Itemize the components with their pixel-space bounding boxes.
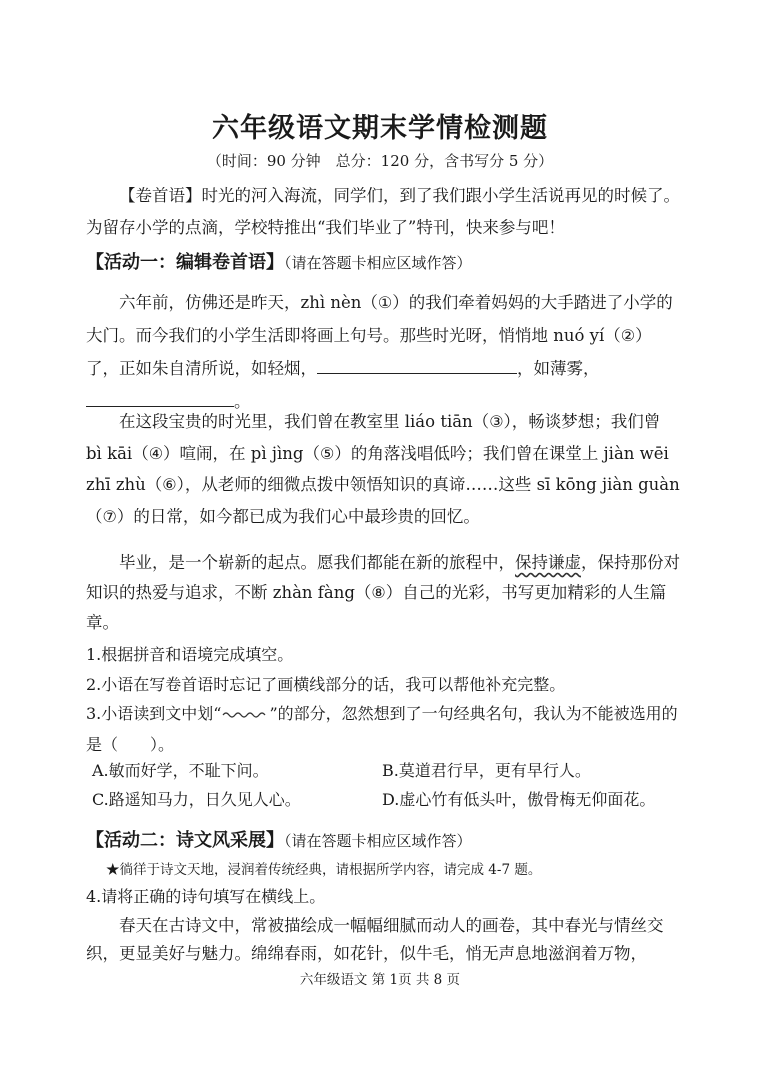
activity1-heading bbox=[86, 248, 686, 274]
blank-6-marker: ⑥ bbox=[162, 475, 177, 494]
p2-text-a: 在这段宝贵的时光里，我们曾在教室里 liáo tiān（ bbox=[119, 412, 490, 431]
p3-text-b: ，保持那份对知识的热爱与追求，不断 zhàn fàng（ bbox=[86, 553, 680, 602]
activity1-title: 【活动一：编辑卷首语】 bbox=[86, 252, 284, 273]
p2-text-e: ），从老师的细微点拨中领悟知识的真谛……这些 sī kōng jiàn guàn（ bbox=[86, 475, 680, 526]
question-1: 1.根据拼音和语境完成填空。 bbox=[86, 645, 294, 664]
blank-7-marker: ⑦ bbox=[102, 506, 117, 526]
p1-text-e: 。 bbox=[234, 392, 251, 411]
wavy-line-symbol bbox=[221, 710, 269, 720]
preface-label: 【卷首语】 bbox=[119, 186, 202, 205]
q3-text-b: ”的部分，忽然想到了一句经典名句，我认为不能被选用的是（ ）。 bbox=[86, 704, 678, 754]
exam-info: （时间：90 分钟 总分：120 分，含书写分 5 分） bbox=[206, 152, 554, 170]
blank-5-marker: ⑤ bbox=[319, 443, 335, 463]
page-title: 六年级语文期末学情检测题 bbox=[212, 113, 548, 144]
p2-text-c: ）喧闹，在 pì jìng（ bbox=[163, 443, 320, 463]
option-c: C.路遥知马力，日久见人心。 bbox=[92, 790, 301, 809]
preface-text: 时光的河入海流，同学们，到了我们跟小学生活说再见的时候了。为留存小学的点滴，学校特推出“我们毕业了”特刊，快来参与吧！ bbox=[86, 186, 680, 237]
blank-8-marker: ⑧ bbox=[371, 583, 386, 602]
question-3 bbox=[86, 698, 680, 760]
wavy-underlined-phrase: 保持谦虚 bbox=[515, 553, 581, 572]
p1-text-a: 六年前，仿佛还是昨天，zhì nèn（ bbox=[119, 293, 378, 312]
activity1-note: （请在答题卡相应区域作答） bbox=[284, 254, 472, 272]
option-a: A.敏而好学，不耻下问。 bbox=[92, 761, 269, 780]
p2-text-b: ），畅谈梦想；我们曾 bì kāi（ bbox=[86, 412, 661, 463]
preface-paragraph bbox=[86, 180, 680, 244]
fill-line-2 bbox=[86, 388, 234, 407]
option-d: D.虚心竹有低头叶，傲骨梅无仰面花。 bbox=[382, 790, 656, 809]
p1-text-d: ，如薄雾， bbox=[517, 359, 600, 378]
question-2: 2.小语在写卷首语时忘记了画横线部分的话，我可以帮他补充完整。 bbox=[86, 675, 566, 694]
activity2-heading bbox=[86, 826, 686, 852]
activity2-note: （请在答题卡相应区域作答） bbox=[284, 832, 472, 850]
activity2-title: 【活动二：诗文风采展】 bbox=[86, 830, 284, 851]
p1-text-b: ）的我们牵着妈妈的大手踏进了小学的大门。而今我们的小学生活即将画上句号。那些时光呀，悄悄地 nuó yí（ bbox=[86, 293, 673, 345]
activity1-paragraph-3 bbox=[86, 548, 680, 638]
option-b: B.莫道君行早，更有早行人。 bbox=[382, 761, 591, 780]
page-footer: 六年级语文 第 1页 共 8 页 bbox=[299, 972, 461, 988]
blank-1-marker: ① bbox=[377, 293, 393, 312]
activity2-paragraph-1: 春天在古诗文中，常被描绘成一幅幅细腻而动人的画卷，其中春光与情丝交织，更显美好与魅力。绵绵春雨，如花针，似牛毛，悄无声息地滋润着万物， bbox=[86, 916, 664, 963]
p1-text-c: ）了，正如朱自清所说，如轻烟， bbox=[86, 326, 652, 378]
activity1-paragraph-2 bbox=[86, 406, 680, 532]
q3-text-a: 3.小语读到文中划“ bbox=[86, 704, 222, 723]
question-4: 4.请将正确的诗句填写在横线上。 bbox=[86, 887, 326, 906]
options-row-1 bbox=[92, 758, 682, 781]
p2-text-f: ）的日常，如今都已成为我们心中最珍贵的回忆。 bbox=[116, 506, 480, 526]
p3-text-c: ）自己的光彩，书写更加精彩的人生篇章。 bbox=[86, 583, 667, 632]
blank-3-marker: ③ bbox=[489, 412, 504, 431]
blank-4-marker: ④ bbox=[148, 443, 164, 463]
activity1-paragraph-1 bbox=[86, 286, 680, 418]
p3-text-a: 毕业，是一个崭新的起点。愿我们都能在新的旅程中， bbox=[119, 553, 515, 572]
options-row-2 bbox=[92, 787, 682, 810]
fill-line-1 bbox=[317, 355, 517, 374]
p2-text-d: ）的角落浅唱低吟；我们曾在课堂上 jiàn wēi zhī zhù（ bbox=[86, 443, 669, 494]
activity2-tip: ★徜徉于诗文天地，浸润着传统经典，请根据所学内容，请完成 4-7 题。 bbox=[106, 862, 542, 878]
blank-2-marker: ② bbox=[620, 326, 636, 345]
